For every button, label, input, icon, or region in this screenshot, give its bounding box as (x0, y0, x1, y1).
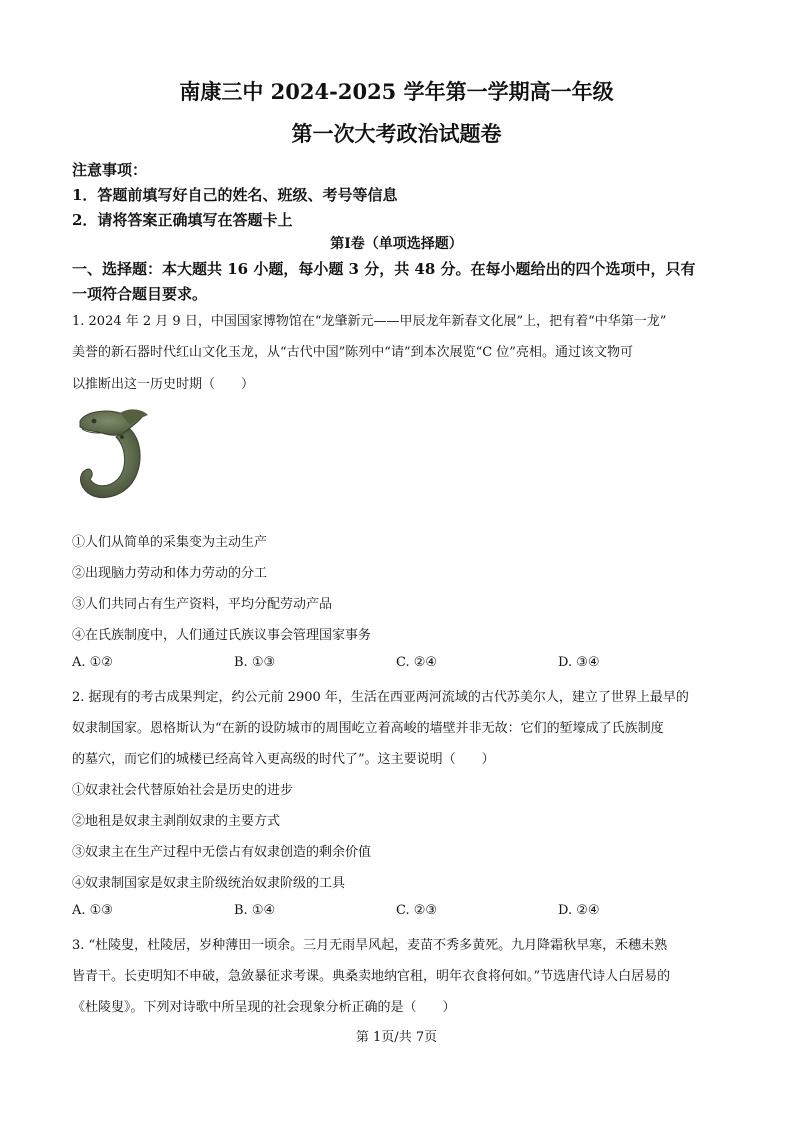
section-instruction: 一、选择题：本大题共 16 小题，每小题 3 分，共 48 分。在每小题给出的四个选项中，只有 (72, 260, 696, 278)
question-2-option-d[interactable]: D. ②④ (558, 903, 600, 918)
question-2-stem: 2. 据现有的考古成果判定，约公元前 2900 年，生活在西亚两河流域的古代苏美尔人，建立了世界上最早的 (72, 690, 689, 705)
question-1-stem: 1. 2024 年 2 月 9 日，中国国家博物馆在“龙肇新元——甲辰龙年新春文化展”上，把有着“中华第一龙” (72, 314, 667, 329)
section-instruction: 一项符合题目要求。 (72, 285, 208, 303)
question-3-stem: 《杜陵叟》。下列对诗歌中所呈现的社会现象分析正确的是（ ） (72, 1000, 456, 1015)
question-2-statement: ④奴隶制国家是奴隶主阶级统治奴隶阶级的工具 (72, 876, 346, 891)
page-number: 第 1页/共 7页 (355, 1030, 438, 1045)
question-2-statement: ③奴隶主在生产过程中无偿占有奴隶创造的剩余价值 (72, 845, 372, 860)
question-2-stem: 的墓穴，而它们的城楼已经高耸入更高级的时代了”。这主要说明（ ） (72, 752, 495, 767)
question-1-option-b[interactable]: B. ①③ (234, 655, 276, 670)
question-1-statement: ①人们从简单的采集变为主动生产 (72, 535, 268, 550)
notice-heading: 注意事项： (72, 161, 148, 179)
question-2-statement: ②地租是奴隶主剥削奴隶的主要方式 (72, 814, 281, 829)
question-2-option-a[interactable]: A. ①③ (72, 903, 113, 918)
question-1-option-c[interactable]: C. ②④ (396, 655, 438, 670)
question-2-option-c[interactable]: C. ②③ (396, 903, 438, 918)
question-3-stem: 3. “杜陵叟，杜陵居，岁种薄田一顷余。三月无雨旱风起，麦苗不秀多黄死。九月降霜秋早寒，禾穗未熟 (72, 938, 668, 953)
question-1-option-a[interactable]: A. ①② (72, 655, 113, 670)
question-1-stem: 以推断出这一历史时期（ ） (72, 377, 255, 392)
question-1-statement: ②出现脑力劳动和体力劳动的分工 (72, 566, 268, 581)
notice-item: 1．答题前填写好自己的姓名、班级、考号等信息 (72, 186, 398, 204)
question-1-option-d[interactable]: D. ③④ (558, 655, 600, 670)
question-1-stem: 美誉的新石器时代红山文化玉龙，从“古代中国”陈列中“请”到本次展览“C 位”亮相。通过该文物可 (72, 345, 633, 360)
question-3-stem: 皆青干。长吏明知不申破，急敛暴征求考课。典桑卖地纳官租，明年衣食将何如。”节选唐代诗人白居易的 (72, 969, 671, 984)
question-2-stem: 奴隶制国家。恩格斯认为“在新的设防城市的周围屹立着高峻的墙壁并非无故：它们的堑壕成了氏族制度 (72, 721, 664, 736)
jade-dragon-image (72, 407, 152, 503)
question-2-statement: ①奴隶社会代替原始社会是历史的进步 (72, 783, 294, 798)
question-1-statement: ④在氏族制度中，人们通过氏族议事会管理国家事务 (72, 628, 372, 643)
question-2-option-b[interactable]: B. ①④ (234, 903, 276, 918)
notice-item: 2．请将答案正确填写在答题卡上 (72, 211, 293, 229)
question-1-statement: ③人们共同占有生产资料，平均分配劳动产品 (72, 597, 333, 612)
page-title-line1: 南康三中 2024-2025 学年第一学期高一年级 (179, 79, 614, 104)
page-title-line2: 第一次大考政治试题卷 (291, 121, 502, 146)
section-title: 第Ⅰ卷（单项选择题） (330, 236, 463, 252)
